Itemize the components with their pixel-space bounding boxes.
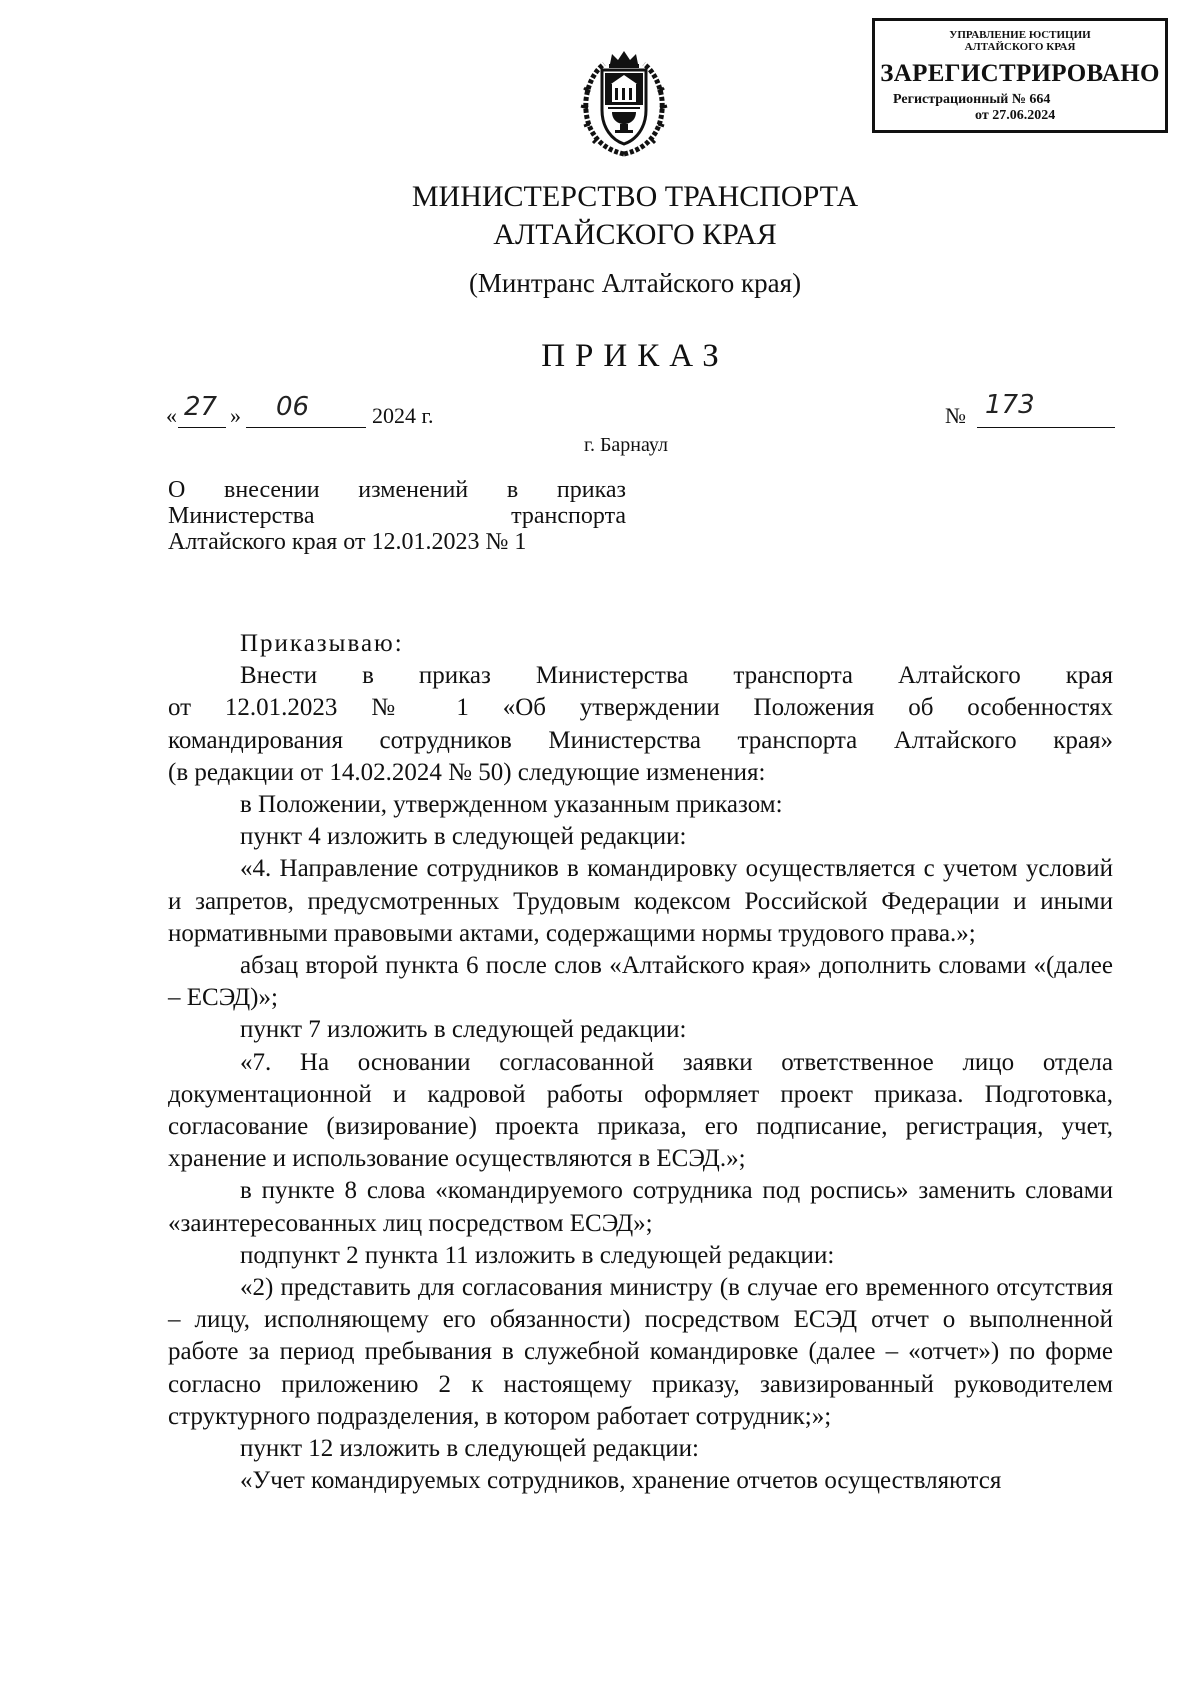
- number-underline: [977, 427, 1115, 428]
- subject-line2-word1: Министерства: [168, 503, 315, 529]
- subject-line2: [168, 503, 626, 529]
- body-paragraph-10: подпункт 2 пункта 11 изложить в следующей редакции:: [240, 1241, 835, 1269]
- subject-line2-word2: транспорта: [511, 503, 626, 529]
- body-paragraph-2: [168, 660, 1113, 692]
- order-body: [168, 628, 1113, 1497]
- subject-line3: Алтайского края от 12.01.2023 № 1: [168, 529, 527, 555]
- body-p2-line1: Внести в приказ Министерства транспорта Алтайского края: [240, 662, 1113, 690]
- stamp-reg-number: Регистрационный № 664: [893, 92, 1051, 107]
- body-paragraph-11: «2) представить для согласования министру (в случае его временного отсутствия – лицу, исполняющему его обязанности) посредством ЕСЭД отчет о выполненной работе за период пребывания в служебной командировке (далее – «отчет») по форме согласно приложению 2 к настоящему приказу, завизированный руководителем структурного подразделения, в котором работает сотрудник;»;: [168, 1274, 1113, 1430]
- body-paragraph-4: пункт 4 изложить в следующей редакции:: [240, 823, 687, 851]
- number-handwritten: 173: [985, 390, 1035, 420]
- stamp-org-line2: АЛТАЙСКОГО КРАЯ: [964, 41, 1076, 53]
- order-number: [945, 390, 1115, 434]
- number-label: №: [945, 403, 966, 428]
- body-paragraph-7: пункт 7 изложить в следующей редакции:: [240, 1016, 687, 1044]
- body-paragraph-8: «7. На основании согласованной заявки ответственное лицо отдела документационной и кадровой работы оформляет проект приказа. Подготовка, согласование (визирование) проекта приказа, его подписание, регистрация, учет, хранение и использование осуществляются в ЕСЭД.»;: [168, 1048, 1113, 1173]
- ministry-name-line1: МИНИСТЕРСТВО ТРАНСПОРТА: [411, 180, 859, 213]
- date-month-underline: [246, 427, 366, 428]
- body-paragraph-order: Приказываю:: [240, 630, 404, 657]
- ministry-short-name: (Минтранс Алтайского края): [468, 268, 802, 298]
- ministry-name-line2: АЛТАЙСКОГО КРАЯ: [493, 218, 777, 251]
- city: г. Барнаул: [584, 434, 668, 456]
- body-p2-line4: (в редакции от 14.02.2024 № 50) следующие изменения:: [168, 758, 766, 786]
- stamp-organization: [875, 29, 1165, 53]
- body-paragraph-12: пункт 12 изложить в следующей редакции:: [240, 1435, 699, 1463]
- body-p2-line3: командирования сотрудников Министерства транспорта Алтайского края»: [168, 726, 1113, 754]
- body-paragraph-3: в Положении, утвержденном указанным приказом:: [240, 791, 783, 819]
- date-year: 2024 г.: [372, 403, 434, 428]
- date-quote-close: »: [230, 403, 241, 428]
- coat-of-arms-icon: [578, 48, 670, 160]
- stamp-reg-date: от 27.06.2024: [975, 108, 1056, 123]
- date-month-handwritten: 06: [276, 392, 310, 422]
- stamp-title: ЗАРЕГИСТРИРОВАНО: [880, 60, 1160, 87]
- body-paragraph-13: «Учет командируемых сотрудников, хранение отчетов осуществляются: [240, 1467, 1002, 1495]
- subject-line1: О внесении изменений в приказ: [168, 477, 626, 503]
- date-day-underline: [178, 427, 226, 428]
- date-quote-open: «: [166, 403, 177, 428]
- body-p2-continuation: [168, 692, 1113, 789]
- order-subject: [168, 477, 626, 555]
- body-p2-line2: от 12.01.2023 № 1 «Об утверждении Положения об особенностях: [168, 694, 1113, 722]
- body-paragraph-9: в пункте 8 слова «командируемого сотрудника под роспись» заменить словами «заинтересованных лиц посредством ЕСЭД»;: [168, 1177, 1113, 1237]
- body-paragraph-6: абзац второй пункта 6 после слов «Алтайского края» дополнить словами «(далее – ЕСЭД)»;: [168, 952, 1113, 1012]
- document-type: ПРИКАЗ: [541, 338, 729, 374]
- registration-stamp: [872, 18, 1168, 133]
- date-day-handwritten: 27: [184, 392, 218, 422]
- stamp-org-line1: УПРАВЛЕНИЕ ЮСТИЦИИ: [949, 29, 1091, 41]
- body-paragraph-5: «4. Направление сотрудников в командировку осуществляется с учетом условий и запретов, предусмотренных Трудовым кодексом Российской Федерации и иными нормативными правовыми актами, содержащими нормы трудового права.»;: [168, 855, 1113, 947]
